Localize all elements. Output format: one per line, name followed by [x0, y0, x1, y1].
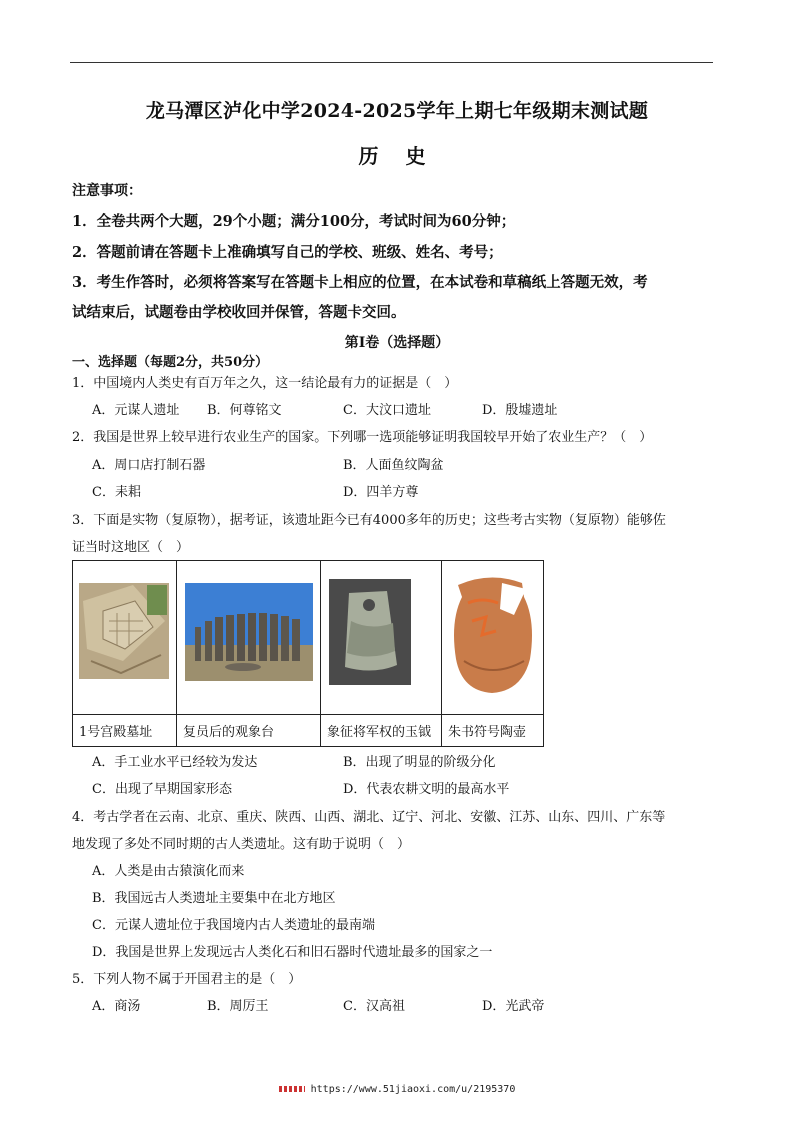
q3-option-d: D．代表农耕文明的最高水平 [343, 782, 510, 797]
note-item-2: 2．答题前请在答题卡上准确填写自己的学校、班级、姓名、考号； [72, 244, 503, 261]
caption-pottery-pot: 朱书符号陶壶 [442, 715, 544, 747]
q4-option-b: B．我国远古人类遗址主要集中在北方地区 [92, 891, 336, 906]
page-title: 龙马潭区泸化中学2024-2025学年上期七年级期末测试题 [145, 100, 649, 122]
subject-title: 历 史 [358, 144, 436, 168]
q5-option-a: A．商汤 [92, 999, 141, 1014]
q3-image-table [72, 560, 544, 747]
part-heading: 一、选择题（每题2分，共50分） [72, 355, 269, 370]
q5-option-b: B．周厉王 [207, 999, 269, 1014]
top-rule [70, 62, 713, 63]
q3-stem-cont: 证当时这地区（ ） [72, 540, 190, 555]
q2-option-d: D．四羊方尊 [343, 485, 419, 500]
q2-option-c: C．耒耜 [92, 485, 141, 500]
note-item-3-cont: 试结束后，试题卷由学校收回并保管，答题卡交回。 [72, 304, 406, 321]
q4-option-a: A．人类是由古猿演化而来 [92, 864, 245, 879]
q3-stem: 3．下面是实物（复原物），据考证，该遗址距今已有4000多年的历史；这些考古实物（复原物）能够佐 [72, 513, 666, 528]
q4-stem-cont: 地发现了多处不同时期的古人类遗址。这有助于说明（ ） [72, 837, 411, 852]
footer-logo-icon [279, 1086, 305, 1092]
q2-option-a: A．周口店打制石器 [92, 458, 206, 473]
q1-option-d: D．殷墟遗址 [482, 403, 558, 418]
jade-axe-image [321, 561, 442, 715]
q4-stem: 4．考古学者在云南、北京、重庆、陕西、山西、湖北、辽宁、河北、安徽、江苏、山东、四川、广东等 [72, 810, 666, 825]
observatory-image [177, 561, 321, 715]
q1-option-c: C．大汶口遗址 [343, 403, 431, 418]
caption-observatory: 复员后的观象台 [177, 715, 321, 747]
q2-stem: 2．我国是世界上较早进行农业生产的国家。下列哪一选项能够证明我国较早开始了农业生产？（ ） [72, 430, 653, 445]
q2-option-b: B．人面鱼纹陶盆 [343, 458, 444, 473]
q3-option-c: C．出现了早期国家形态 [92, 782, 232, 797]
note-item-3: 3．考生作答时，必须将答案写在答题卡上相应的位置，在本试卷和草稿纸上答题无效，考 [72, 274, 648, 291]
q1-stem: 1．中国境内人类史有百万年之久，这一结论最有力的证据是（ ） [72, 376, 458, 391]
q5-option-d: D．光武帝 [482, 999, 545, 1014]
caption-palace-site: 1号宫殿墓址 [73, 715, 177, 747]
q5-stem: 5．下列人物不属于开国君主的是（ ） [72, 972, 302, 987]
footer-link[interactable]: https://www.51jiaoxi.com/u/2195370 [310, 1084, 516, 1095]
palace-site-photo [73, 561, 176, 710]
q3-option-b: B．出现了明显的阶级分化 [343, 755, 496, 770]
note-item-1: 1．全卷共两个大题，29个小题；满分100分，考试时间为60分钟； [72, 213, 516, 230]
jade-axe-photo [321, 561, 441, 710]
q4-option-c: C．元谋人遗址位于我国境内古人类遗址的最南端 [92, 918, 375, 933]
caption-jade-axe: 象征将军权的玉钺 [321, 715, 442, 747]
pottery-pot-photo [442, 561, 543, 710]
footer-url [0, 1084, 794, 1095]
observatory-photo [177, 561, 320, 710]
pottery-pot-image [442, 561, 544, 715]
q1-option-b: B．何尊铭文 [207, 403, 282, 418]
palace-site-image [73, 561, 177, 715]
q5-option-c: C．汉高祖 [343, 999, 405, 1014]
q4-option-d: D．我国是世界上发现远古人类化石和旧石器时代遗址最多的国家之一 [92, 945, 493, 960]
notes-heading: 注意事项： [72, 183, 142, 199]
q1-option-a: A．元谋人遗址 [92, 403, 180, 418]
q3-option-a: A．手工业水平已经较为发达 [92, 755, 258, 770]
section-title: 第Ⅰ卷（选择题） [344, 335, 450, 351]
